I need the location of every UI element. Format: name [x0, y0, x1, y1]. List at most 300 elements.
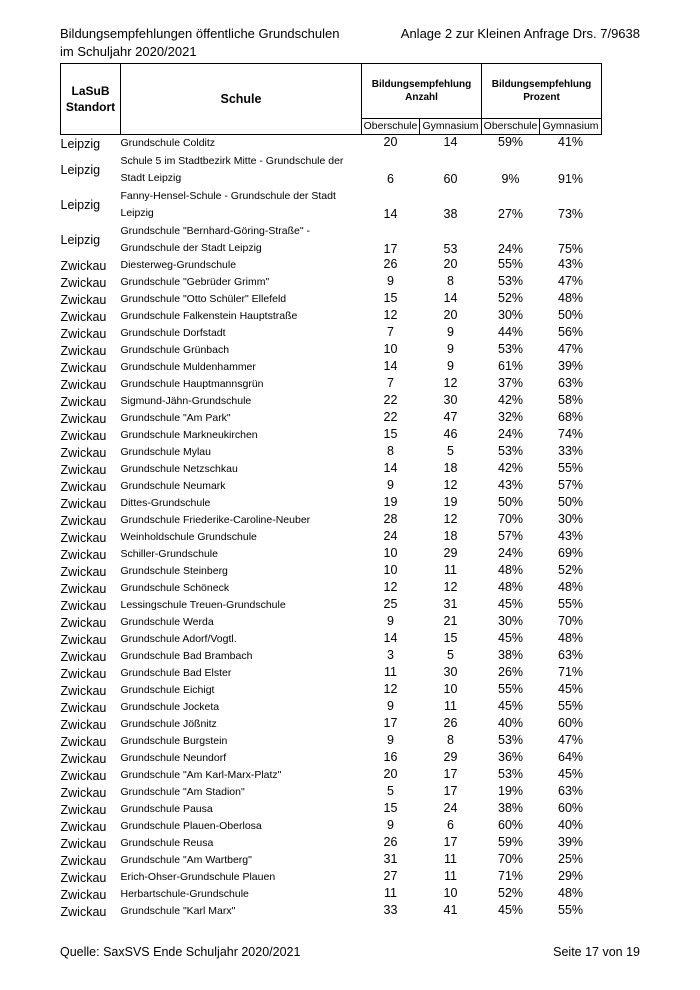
school-cell: Grundschule Burgstein: [120, 735, 228, 747]
oberschule-percent-cell: 59%: [498, 135, 524, 149]
location-cell: Zwickau: [60, 309, 107, 324]
gymnasium-count-cell: 47: [443, 410, 458, 424]
location-cell: Zwickau: [60, 530, 107, 545]
gymnasium-percent-cell: 29%: [558, 869, 584, 883]
gymnasium-percent-cell: 55%: [558, 699, 584, 713]
gymnasium-count-cell: 12: [443, 512, 458, 526]
school-cell: Grundschule Plauen-Oberlosa: [120, 820, 262, 832]
gymnasium-count-cell: 12: [443, 376, 458, 390]
page-number: Seite 17 von 19: [553, 945, 640, 959]
oberschule-count-cell: 9: [387, 478, 394, 492]
location-cell: Zwickau: [60, 615, 107, 630]
gymnasium-percent-cell: 43%: [558, 529, 584, 543]
location-cell: Zwickau: [60, 275, 107, 290]
gymnasium-percent-cell: 70%: [558, 614, 584, 628]
table-row: [61, 410, 602, 427]
oberschule-count-cell: 5: [387, 784, 394, 798]
gymnasium-percent-cell: 55%: [558, 461, 584, 475]
location-cell: Zwickau: [60, 326, 107, 341]
gymnasium-count-cell: 9: [447, 325, 454, 339]
gymnasium-percent-cell: 48%: [558, 631, 584, 645]
school-cell: Grundschule Friederike-Caroline-Neuber: [120, 514, 311, 526]
table-row: [61, 869, 602, 886]
oberschule-percent-cell: 61%: [498, 359, 524, 373]
location-cell: Zwickau: [60, 887, 107, 902]
oberschule-percent-cell: 60%: [498, 818, 524, 832]
school-cell: Grundschule Falkenstein Hauptstraße: [120, 310, 298, 322]
school-cell: Fanny-Hensel-Schule - Grundschule der Stadt Leipzig: [120, 189, 336, 219]
table-row: [61, 546, 602, 563]
location-cell: Zwickau: [60, 513, 107, 528]
gymnasium-percent-cell: 45%: [558, 682, 584, 696]
gymnasium-percent-cell: 52%: [558, 563, 584, 577]
school-cell: Grundschule Markneukirchen: [120, 429, 258, 441]
gymnasium-count-cell: 9: [447, 342, 454, 356]
oberschule-count-cell: 14: [383, 631, 398, 645]
gymnasium-percent-cell: 30%: [558, 512, 584, 526]
gymnasium-count-cell: 11: [444, 699, 457, 713]
oberschule-percent-cell: 42%: [498, 461, 524, 475]
oberschule-count-cell: 31: [383, 852, 398, 866]
table-row: [61, 529, 602, 546]
oberschule-percent-cell: 53%: [498, 274, 524, 288]
school-cell: Grundschule "Gebrüder Grimm": [120, 276, 270, 288]
gymnasium-count-cell: 24: [443, 801, 458, 815]
gymnasium-count-cell: 10: [443, 886, 458, 900]
oberschule-count-cell: 33: [383, 903, 398, 917]
table-row: [61, 886, 602, 903]
table-row: [61, 274, 602, 291]
table-row: [61, 784, 602, 801]
gymnasium-count-cell: 53: [443, 242, 458, 256]
location-cell: Zwickau: [60, 819, 107, 834]
table-body: [61, 135, 602, 921]
school-cell: Grundschule Schöneck: [120, 582, 230, 594]
table-row: [61, 716, 602, 733]
gymnasium-count-cell: 6: [447, 818, 454, 832]
oberschule-count-cell: 22: [383, 393, 398, 407]
table-row: [61, 818, 602, 835]
gymnasium-count-cell: 26: [443, 716, 458, 730]
oberschule-count-cell: 17: [383, 242, 398, 256]
table-row: [61, 614, 602, 631]
gymnasium-count-cell: 17: [443, 835, 458, 849]
table-row: [61, 665, 602, 682]
location-cell: Zwickau: [60, 564, 107, 579]
school-cell: Grundschule "Am Karl-Marx-Platz": [120, 769, 282, 781]
table-row: [61, 495, 602, 512]
gymnasium-percent-cell: 47%: [558, 733, 584, 747]
anzahl-label-line1: Bildungsempfehlung: [371, 79, 472, 90]
gymnasium-count-cell: 30: [443, 393, 458, 407]
table-row: [61, 563, 602, 580]
group-header-prozent: [482, 64, 602, 119]
gymnasium-percent-cell: 33%: [558, 444, 584, 458]
oberschule-count-cell: 6: [387, 172, 394, 186]
gymnasium-count-cell: 18: [443, 461, 458, 475]
gymnasium-percent-cell: 40%: [558, 818, 584, 832]
school-cell: Grundschule Adorf/Vogtl.: [120, 633, 237, 645]
gymnasium-count-cell: 31: [443, 597, 458, 611]
prozent-label-line2: Prozent: [523, 92, 560, 103]
oberschule-count-cell: 8: [387, 444, 394, 458]
schule-label: Schule: [220, 92, 262, 106]
oberschule-percent-cell: 53%: [498, 444, 524, 458]
oberschule-percent-cell: 24%: [498, 242, 524, 256]
school-cell: Grundschule Werda: [120, 616, 214, 628]
school-cell: Grundschule Colditz: [120, 137, 216, 149]
location-cell: Zwickau: [60, 632, 107, 647]
oberschule-percent-cell: 53%: [498, 342, 524, 356]
gymnasium-percent-cell: 57%: [558, 478, 584, 492]
location-cell: Zwickau: [60, 394, 107, 409]
location-cell: Zwickau: [60, 411, 107, 426]
table-row: [61, 135, 602, 153]
table-row: [61, 750, 602, 767]
oberschule-percent-cell: 45%: [498, 699, 524, 713]
gymnasium-percent-cell: 63%: [558, 648, 584, 662]
location-cell: Zwickau: [60, 258, 107, 273]
location-cell: Zwickau: [60, 870, 107, 885]
gymnasium-count-cell: 8: [447, 733, 454, 747]
gymnasium-percent-cell: 75%: [558, 242, 584, 256]
location-cell: Zwickau: [60, 768, 107, 783]
location-cell: Leipzig: [60, 136, 101, 151]
oberschule-count-cell: 12: [383, 308, 398, 322]
oberschule-percent-cell: 48%: [498, 580, 524, 594]
column-header-schule: [121, 64, 362, 135]
gymnasium-percent-cell: 41%: [558, 135, 584, 149]
oberschule-count-cell: 28: [383, 512, 398, 526]
oberschule-percent-cell: 71%: [498, 869, 524, 883]
oberschule-percent-cell: 48%: [498, 563, 524, 577]
gymnasium-count-cell: 5: [447, 648, 454, 662]
oberschule-percent-cell: 52%: [498, 886, 524, 900]
oberschule-percent-cell: 57%: [498, 529, 524, 543]
school-cell: Grundschule "Karl Marx": [120, 905, 236, 917]
oberschule-count-cell: 14: [383, 461, 398, 475]
oberschule-percent-cell: 55%: [498, 257, 524, 271]
oberschule-percent-cell: 70%: [498, 512, 524, 526]
gymnasium-percent-cell: 68%: [558, 410, 584, 424]
oberschule-percent-cell: 44%: [498, 325, 524, 339]
oberschule-count-cell: 7: [387, 325, 394, 339]
oberschule-count-cell: 17: [383, 716, 398, 730]
oberschule-count-cell: 20: [383, 135, 398, 149]
oberschule-count-cell: 12: [383, 682, 398, 696]
table-row: [61, 393, 602, 410]
oberschule-percent-cell: 53%: [498, 767, 524, 781]
gymnasium-percent-cell: 47%: [558, 274, 584, 288]
gymnasium-count-cell: 17: [443, 784, 458, 798]
gymnasium-count-cell: 8: [447, 274, 454, 288]
gymnasium-count-cell: 10: [443, 682, 458, 696]
table-row: [61, 291, 602, 308]
title-line-1: Bildungsempfehlungen öffentliche Grundschulen: [60, 26, 340, 41]
table-row: [61, 597, 602, 614]
gymnasium-percent-cell: 60%: [558, 801, 584, 815]
location-cell: Zwickau: [60, 462, 107, 477]
school-cell: Lessingschule Treuen-Grundschule: [120, 599, 286, 611]
location-cell: Zwickau: [60, 751, 107, 766]
oberschule-count-cell: 9: [387, 699, 394, 713]
gymnasium-percent-cell: 55%: [558, 903, 584, 917]
annex-reference: Anlage 2 zur Kleinen Anfrage Drs. 7/9638: [400, 26, 640, 41]
gymnasium-percent-cell: 58%: [558, 393, 584, 407]
location-cell: Zwickau: [60, 683, 107, 698]
gymnasium-percent-cell: 69%: [558, 546, 584, 560]
oberschule-percent-cell: 38%: [498, 648, 524, 662]
oberschule-count-cell: 16: [383, 750, 398, 764]
oberschule-count-cell: 9: [387, 614, 394, 628]
location-cell: Zwickau: [60, 428, 107, 443]
table-row: [61, 152, 602, 187]
oberschule-percent-cell: 45%: [498, 597, 524, 611]
location-cell: Zwickau: [60, 802, 107, 817]
gymnasium-percent-cell: 48%: [558, 291, 584, 305]
table-row: [61, 308, 602, 325]
gymnasium-percent-cell: 39%: [558, 359, 584, 373]
oberschule-count-cell: 3: [387, 648, 394, 662]
standort-label: Standort: [65, 100, 116, 114]
table-row: [61, 359, 602, 376]
oberschule-count-cell: 25: [383, 597, 398, 611]
gymnasium-count-cell: 38: [443, 207, 458, 221]
location-cell: Zwickau: [60, 666, 107, 681]
oberschule-percent-cell: 53%: [498, 733, 524, 747]
gymnasium-count-cell: 17: [443, 767, 458, 781]
table-row: [61, 767, 602, 784]
gymnasium-count-cell: 46: [443, 427, 458, 441]
oberschule-percent-cell: 24%: [498, 427, 524, 441]
school-cell: Grundschule Steinberg: [120, 565, 228, 577]
table-row: [61, 257, 602, 274]
location-cell: Zwickau: [60, 377, 107, 392]
oberschule-percent-cell: 52%: [498, 291, 524, 305]
gymnasium-count-cell: 41: [443, 903, 458, 917]
group-header-anzahl: [362, 64, 482, 119]
gymnasium-percent-cell: 91%: [558, 172, 584, 186]
school-cell: Grundschule Muldenhammer: [120, 361, 256, 373]
table-row: [61, 444, 602, 461]
oberschule-count-cell: 10: [383, 546, 398, 560]
school-cell: Grundschule Jocketa: [120, 701, 220, 713]
gymnasium-percent-cell: 25%: [558, 852, 584, 866]
source-note: Quelle: SaxSVS Ende Schuljahr 2020/2021: [60, 945, 301, 959]
document-title: [60, 25, 339, 61]
oberschule-count-cell: 10: [383, 342, 398, 356]
oberschule-percent-cell: 43%: [498, 478, 524, 492]
gymnasium-count-cell: 60: [443, 172, 458, 186]
gymnasium-percent-cell: 60%: [558, 716, 584, 730]
gymnasium-percent-cell: 48%: [558, 580, 584, 594]
gymnasium-count-cell: 14: [443, 135, 458, 149]
table-row: [61, 342, 602, 359]
subheader-gymnasium-prozent: Gymnasium: [540, 119, 602, 135]
oberschule-percent-cell: 38%: [498, 801, 524, 815]
oberschule-percent-cell: 30%: [498, 614, 524, 628]
table-row: [61, 903, 602, 920]
oberschule-percent-cell: 70%: [498, 852, 524, 866]
oberschule-count-cell: 11: [384, 665, 397, 679]
location-cell: Zwickau: [60, 734, 107, 749]
gymnasium-count-cell: 12: [443, 580, 458, 594]
school-cell: Grundschule "Am Stadion": [120, 786, 245, 798]
gymnasium-percent-cell: 63%: [558, 376, 584, 390]
school-cell: Grundschule Bad Brambach: [120, 650, 253, 662]
gymnasium-percent-cell: 74%: [558, 427, 584, 441]
oberschule-percent-cell: 27%: [498, 207, 524, 221]
gymnasium-count-cell: 19: [443, 495, 458, 509]
school-cell: Grundschule Grünbach: [120, 344, 230, 356]
oberschule-count-cell: 22: [383, 410, 398, 424]
oberschule-count-cell: 9: [387, 818, 394, 832]
location-cell: Leipzig: [60, 197, 101, 212]
oberschule-count-cell: 26: [383, 257, 398, 271]
oberschule-count-cell: 24: [383, 529, 398, 543]
school-cell: Grundschule Neumark: [120, 480, 226, 492]
gymnasium-count-cell: 5: [447, 444, 454, 458]
location-cell: Zwickau: [60, 292, 107, 307]
gymnasium-percent-cell: 55%: [558, 597, 584, 611]
gymnasium-count-cell: 20: [443, 257, 458, 271]
school-cell: Sigmund-Jähn-Grundschule: [120, 395, 252, 407]
table-row: [61, 512, 602, 529]
gymnasium-count-cell: 9: [447, 359, 454, 373]
subheader-oberschule-anzahl: Oberschule: [362, 119, 420, 135]
oberschule-count-cell: 9: [387, 733, 394, 747]
school-cell: Grundschule Mylau: [120, 446, 211, 458]
oberschule-percent-cell: 30%: [498, 308, 524, 322]
location-cell: Zwickau: [60, 445, 107, 460]
oberschule-percent-cell: 26%: [498, 665, 524, 679]
school-cell: Grundschule Netzschkau: [120, 463, 238, 475]
school-cell: Grundschule Neundorf: [120, 752, 227, 764]
gymnasium-percent-cell: 71%: [558, 665, 584, 679]
gymnasium-count-cell: 15: [443, 631, 458, 645]
location-cell: Leipzig: [60, 232, 101, 247]
gymnasium-count-cell: 29: [443, 750, 458, 764]
location-cell: Zwickau: [60, 836, 107, 851]
gymnasium-count-cell: 21: [443, 614, 458, 628]
table-row: [61, 699, 602, 716]
oberschule-count-cell: 10: [383, 563, 398, 577]
location-cell: Leipzig: [60, 162, 101, 177]
oberschule-count-cell: 26: [383, 835, 398, 849]
school-cell: Grundschule "Am Park": [120, 412, 231, 424]
table-row: [61, 580, 602, 597]
school-cell: Herbartschule-Grundschule: [120, 888, 249, 900]
school-cell: Grundschule Pausa: [120, 803, 213, 815]
table-row: [61, 852, 602, 869]
oberschule-count-cell: 9: [387, 274, 394, 288]
gymnasium-percent-cell: 56%: [558, 325, 584, 339]
location-cell: Zwickau: [60, 496, 107, 511]
column-header-lasub: [61, 64, 121, 135]
school-cell: Weinholdschule Grundschule: [120, 531, 257, 543]
gymnasium-count-cell: 18: [443, 529, 458, 543]
school-cell: Grundschule "Otto Schüler" Ellefeld: [120, 293, 287, 305]
oberschule-percent-cell: 36%: [498, 750, 524, 764]
gymnasium-percent-cell: 73%: [558, 207, 584, 221]
location-cell: Zwickau: [60, 343, 107, 358]
gymnasium-percent-cell: 50%: [558, 495, 584, 509]
school-cell: Grundschule Reusa: [120, 837, 214, 849]
lasub-label: LaSuB: [71, 84, 110, 98]
oberschule-count-cell: 7: [387, 376, 394, 390]
recommendations-table: [60, 63, 602, 920]
oberschule-percent-cell: 40%: [498, 716, 524, 730]
oberschule-count-cell: 11: [384, 886, 397, 900]
location-cell: Zwickau: [60, 853, 107, 868]
location-cell: Zwickau: [60, 649, 107, 664]
oberschule-percent-cell: 45%: [498, 631, 524, 645]
oberschule-percent-cell: 50%: [498, 495, 524, 509]
oberschule-percent-cell: 55%: [498, 682, 524, 696]
school-cell: Dittes-Grundschule: [120, 497, 211, 509]
table-row: [61, 648, 602, 665]
table-row: [61, 461, 602, 478]
table-row: [61, 682, 602, 699]
oberschule-percent-cell: 59%: [498, 835, 524, 849]
gymnasium-percent-cell: 48%: [558, 886, 584, 900]
gymnasium-count-cell: 30: [443, 665, 458, 679]
location-cell: Zwickau: [60, 717, 107, 732]
oberschule-count-cell: 14: [383, 359, 398, 373]
gymnasium-percent-cell: 39%: [558, 835, 584, 849]
gymnasium-percent-cell: 47%: [558, 342, 584, 356]
oberschule-count-cell: 15: [383, 801, 398, 815]
gymnasium-count-cell: 29: [443, 546, 458, 560]
prozent-label-line1: Bildungsempfehlung: [491, 79, 592, 90]
location-cell: Zwickau: [60, 700, 107, 715]
school-cell: Grundschule "Am Wartberg": [120, 854, 252, 866]
table-row: [61, 733, 602, 750]
oberschule-percent-cell: 42%: [498, 393, 524, 407]
gymnasium-percent-cell: 64%: [558, 750, 584, 764]
oberschule-count-cell: 12: [383, 580, 398, 594]
anzahl-label-line2: Anzahl: [405, 92, 438, 103]
oberschule-count-cell: 20: [383, 767, 398, 781]
gymnasium-count-cell: 11: [444, 869, 457, 883]
table-row: [61, 376, 602, 393]
oberschule-percent-cell: 9%: [501, 172, 520, 186]
location-cell: Zwickau: [60, 598, 107, 613]
school-cell: Grundschule Eichigt: [120, 684, 215, 696]
table-row: [61, 187, 602, 222]
oberschule-percent-cell: 37%: [498, 376, 524, 390]
oberschule-count-cell: 27: [383, 869, 398, 883]
subheader-gymnasium-anzahl: Gymnasium: [420, 119, 482, 135]
location-cell: Zwickau: [60, 904, 107, 919]
school-cell: Grundschule Dorfstadt: [120, 327, 226, 339]
location-cell: Zwickau: [60, 547, 107, 562]
title-line-2: im Schuljahr 2020/2021: [60, 44, 197, 59]
school-cell: Grundschule Jößnitz: [120, 718, 217, 730]
oberschule-percent-cell: 24%: [498, 546, 524, 560]
table-row: [61, 222, 602, 257]
gymnasium-count-cell: 12: [443, 478, 458, 492]
gymnasium-percent-cell: 45%: [558, 767, 584, 781]
table-row: [61, 631, 602, 648]
gymnasium-count-cell: 11: [444, 852, 457, 866]
gymnasium-percent-cell: 50%: [558, 308, 584, 322]
table-row: [61, 801, 602, 818]
location-cell: Zwickau: [60, 785, 107, 800]
school-cell: Grundschule Bad Elster: [120, 667, 232, 679]
school-cell: Grundschule "Bernhard-Göring-Straße" - Grundschule der Stadt Leipzig: [120, 224, 311, 254]
oberschule-percent-cell: 45%: [498, 903, 524, 917]
